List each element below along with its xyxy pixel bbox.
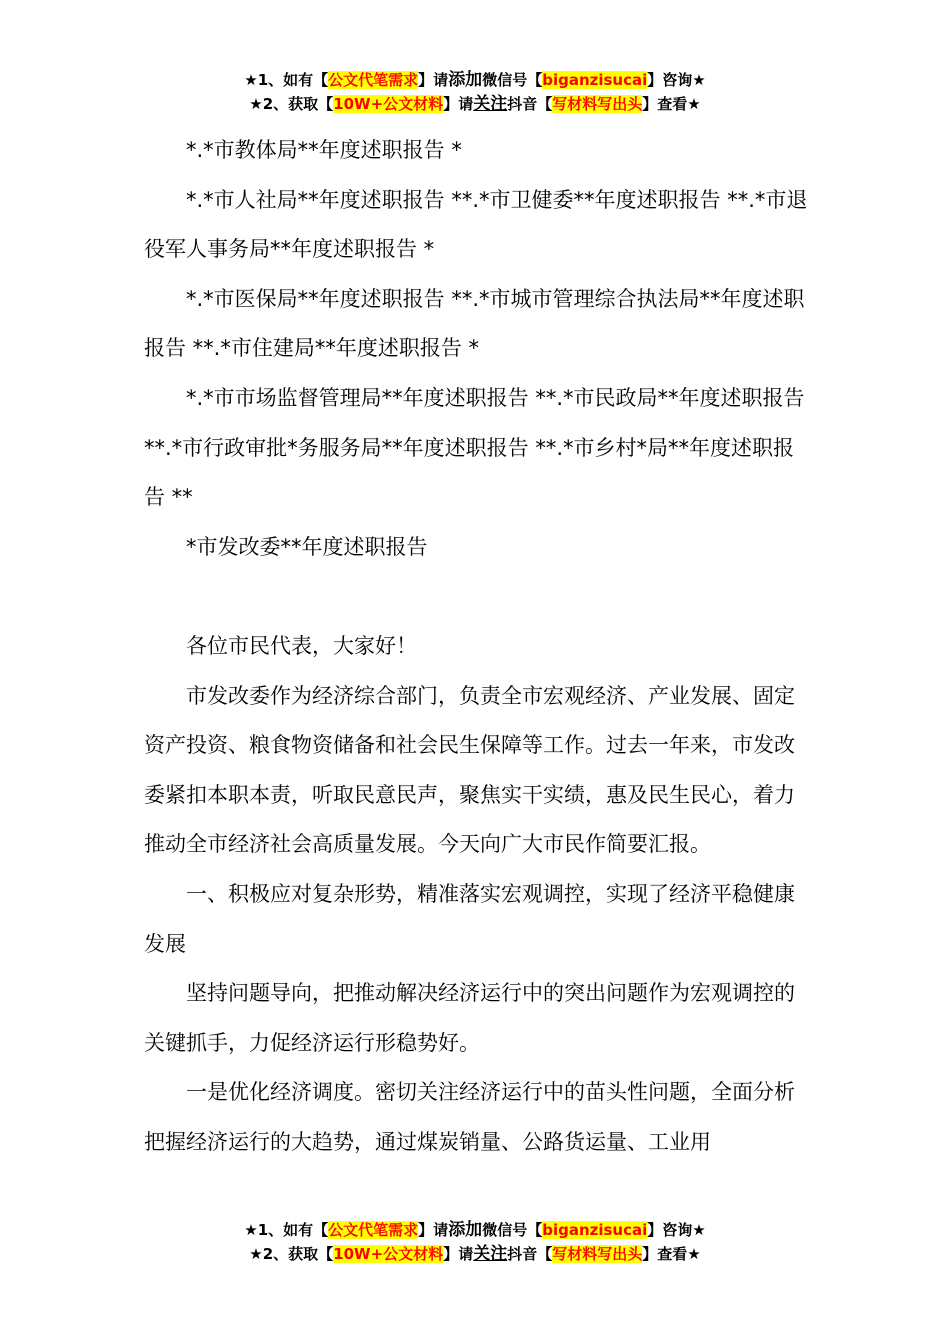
banner-emphasis: 关注 bbox=[473, 94, 508, 114]
banner-text: 】请 bbox=[443, 95, 474, 113]
banner-emphasis: 添加 bbox=[448, 1220, 483, 1240]
section-heading: 一、积极应对复杂形势，精准落实宏观调控，实现了经济平稳健康发展 bbox=[144, 881, 795, 956]
blank-line bbox=[144, 572, 814, 622]
banner-highlight: 写材料写出头 bbox=[552, 1245, 643, 1263]
banner-text: 】请 bbox=[418, 71, 449, 89]
footer-banner bbox=[0, 1218, 950, 1266]
body-paragraph: 坚持问题导向，把推动解决经济运行中的突出问题作为宏观调控的关键抓手，力促经济运行形稳势好。 bbox=[144, 981, 795, 1055]
banner-text: ★1、如有【 bbox=[244, 1221, 329, 1239]
banner-text: 微信号【 bbox=[482, 1221, 543, 1239]
document-body bbox=[144, 126, 814, 1167]
body-paragraph: 市发改委作为经济综合部门，负责全市宏观经济、产业发展、固定资产投资、粮食物资储备和社会民生保障等工作。过去一年来，市发改委紧扣本职本责，听取民意民声，聚焦实干实绩，惠及民生民心，着力推动全市经济社会高质量发展。今天向广大市民作简要汇报。 bbox=[144, 683, 795, 857]
banner-highlight: 写材料写出头 bbox=[552, 95, 643, 113]
report-list-item: *.*市市场监督管理局**年度述职报告 **.*市民政局**年度述职报告 **.*市行政审批*务服务局**年度述职报告 **.*市乡村*局**年度述职报告 ** bbox=[144, 385, 805, 510]
banner-highlight: 公文代笔需求 bbox=[328, 1221, 419, 1239]
report-list-item: *.*市人社局**年度述职报告 **.*市卫健委**年度述职报告 **.*市退役军人事务局**年度述职报告 * bbox=[144, 187, 808, 262]
banner-text: 微信号【 bbox=[482, 71, 543, 89]
report-list-item: *.*市医保局**年度述职报告 **.*市城市管理综合执法局**年度述职报告 **.*市住建局**年度述职报告 * bbox=[144, 286, 805, 361]
banner-text: 抖音【 bbox=[507, 1245, 553, 1263]
banner-emphasis: 关注 bbox=[473, 1244, 508, 1264]
banner-highlight: 10W+公文材料 bbox=[333, 1245, 444, 1263]
banner-line-2 bbox=[0, 92, 950, 116]
report-title: *市发改委**年度述职报告 bbox=[186, 534, 428, 559]
banner-text: 】请 bbox=[443, 1245, 474, 1263]
body-paragraph: 一是优化经济调度。密切关注经济运行中的苗头性问题，全面分析把握经济运行的大趋势，通过煤炭销量、公路货运量、工业用 bbox=[144, 1080, 795, 1154]
banner-emphasis: 添加 bbox=[448, 70, 483, 90]
banner-line-1 bbox=[0, 68, 950, 92]
banner-highlight: 公文代笔需求 bbox=[328, 71, 419, 89]
header-banner bbox=[0, 68, 950, 116]
banner-text: 】查看★ bbox=[642, 1245, 701, 1263]
banner-highlight: 10W+公文材料 bbox=[333, 95, 444, 113]
banner-highlight: biganzisucai bbox=[542, 71, 648, 89]
banner-line-2 bbox=[0, 1242, 950, 1266]
banner-line-1 bbox=[0, 1218, 950, 1242]
banner-text: ★2、获取【 bbox=[249, 95, 334, 113]
banner-text: 】咨询★ bbox=[647, 71, 706, 89]
report-list-item: *.*市教体局**年度述职报告 * bbox=[186, 138, 462, 162]
banner-text: 】请 bbox=[418, 1221, 449, 1239]
greeting: 各位市民代表，大家好！ bbox=[186, 633, 417, 658]
banner-text: 抖音【 bbox=[507, 95, 553, 113]
banner-text: ★1、如有【 bbox=[244, 71, 329, 89]
banner-text: ★2、获取【 bbox=[249, 1245, 334, 1263]
banner-text: 】查看★ bbox=[642, 95, 701, 113]
banner-text: 】咨询★ bbox=[647, 1221, 706, 1239]
banner-highlight: biganzisucai bbox=[542, 1221, 648, 1239]
